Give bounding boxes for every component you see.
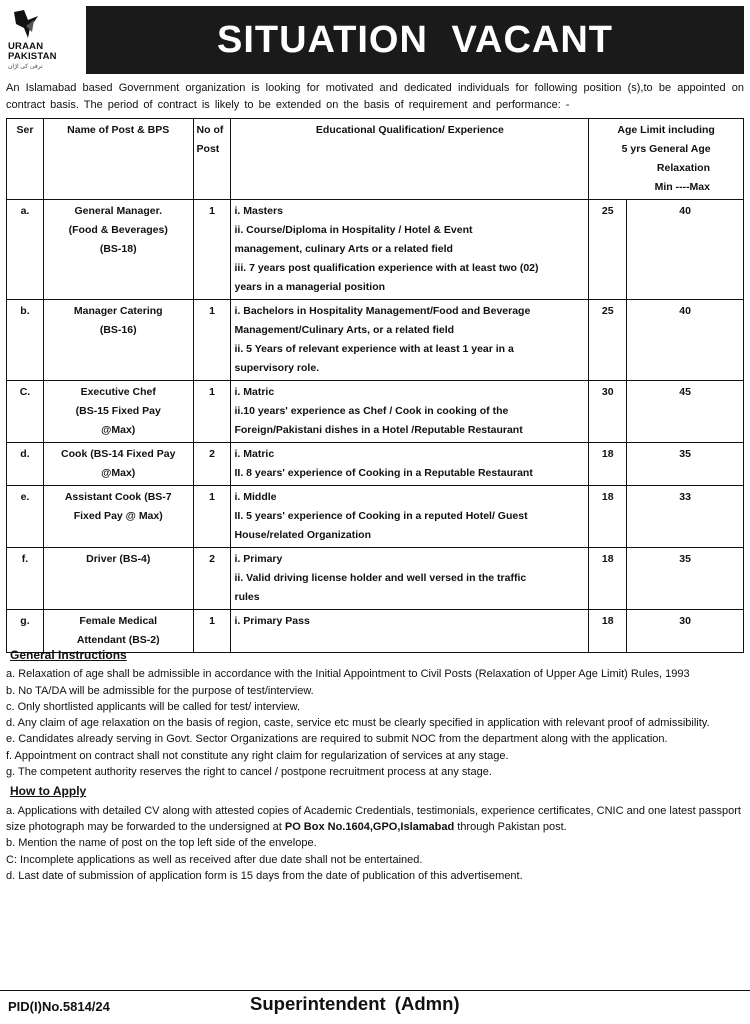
post-line: Driver (BS-4) bbox=[86, 553, 151, 565]
pid-number: PID(I)No.5814/24 bbox=[8, 999, 110, 1014]
cell-qualification bbox=[231, 381, 589, 443]
qualification-line: iii. 7 years post qualification experience with at least two (02) bbox=[234, 262, 539, 274]
general-instructions-list bbox=[6, 666, 744, 780]
cell-num: 2 bbox=[193, 443, 231, 486]
cell-qualification bbox=[231, 300, 589, 381]
qualification-line: Foreign/Pakistani dishes in a Hotel /Reputable Restaurant bbox=[234, 424, 523, 436]
general-instruction-item: c. Only shortlisted applicants will be called for test/ interview. bbox=[6, 700, 301, 713]
cell-post bbox=[43, 548, 193, 610]
bird-logo-icon bbox=[8, 6, 48, 42]
cell-ser: d. bbox=[7, 443, 44, 486]
uraan-pakistan-logo bbox=[8, 6, 80, 74]
cell-qualification bbox=[231, 200, 589, 300]
cell-age-max: 40 bbox=[627, 200, 744, 300]
header-ser: Ser bbox=[7, 119, 44, 200]
header-age bbox=[589, 119, 744, 200]
post-line: (BS-16) bbox=[99, 324, 137, 336]
qualification-line: i. Matric bbox=[234, 448, 275, 460]
cell-age-max: 35 bbox=[627, 443, 744, 486]
header-age-line1: Age Limit including bbox=[617, 124, 715, 136]
general-instruction-item: e. Candidates already serving in Govt. Sector Organizations are required to submit NOC from the department along with the application. bbox=[6, 733, 668, 746]
qualification-line: II. 8 years' experience of Cooking in a Reputable Restaurant bbox=[234, 467, 533, 479]
qualification-line: House/related Organization bbox=[234, 529, 372, 541]
apply-item: C: Incomplete applications as well as received after due date shall not be entertained. bbox=[6, 853, 423, 866]
post-line: (Food & Beverages) bbox=[68, 224, 168, 236]
table-row bbox=[7, 443, 744, 486]
post-line: Attendant (BS-2) bbox=[76, 634, 160, 646]
header-age-line3: Relaxation bbox=[656, 162, 710, 174]
cell-num: 1 bbox=[193, 381, 231, 443]
post-line: Assistant Cook (BS-7 bbox=[64, 491, 172, 503]
footer bbox=[0, 990, 750, 1019]
apply-item-a bbox=[6, 803, 744, 836]
cell-ser: f. bbox=[7, 548, 44, 610]
logo-line2: PAKISTAN bbox=[8, 51, 57, 62]
post-line: (BS-18) bbox=[99, 243, 137, 255]
cell-age-min: 30 bbox=[589, 381, 627, 443]
cell-age-min: 18 bbox=[589, 486, 627, 548]
cell-qualification bbox=[231, 443, 589, 486]
cell-age-min: 25 bbox=[589, 300, 627, 381]
table-header-row bbox=[7, 119, 744, 200]
qualification-line: ii. Course/Diploma in Hospitality / Hotel & Event bbox=[234, 224, 473, 236]
cell-age-max: 30 bbox=[627, 610, 744, 653]
logo-line1: URAAN bbox=[8, 41, 44, 52]
how-to-apply-heading: How to Apply bbox=[10, 784, 87, 799]
general-instructions-heading: General Instructions bbox=[10, 648, 127, 662]
qualification-line: management, culinary Arts or a related field bbox=[234, 243, 453, 255]
cell-age-max: 33 bbox=[627, 486, 744, 548]
header-num: No of Post bbox=[193, 119, 231, 200]
cell-qualification bbox=[231, 548, 589, 610]
apply-a-tail: through Pakistan post. bbox=[454, 820, 567, 833]
logo-tagline: ترقی کی اڑان bbox=[8, 64, 43, 70]
cell-ser: b. bbox=[7, 300, 44, 381]
general-instruction-item: b. No TA/DA will be admissible for the purpose of test/interview. bbox=[6, 684, 314, 697]
cell-ser: C. bbox=[7, 381, 44, 443]
qualification-line: supervisory role. bbox=[234, 362, 320, 374]
post-line: Female Medical bbox=[79, 615, 158, 627]
cell-num: 1 bbox=[193, 200, 231, 300]
post-line: Executive Chef bbox=[80, 386, 156, 398]
cell-ser: a. bbox=[7, 200, 44, 300]
cell-ser: e. bbox=[7, 486, 44, 548]
post-line: General Manager. bbox=[74, 205, 162, 217]
cell-num: 1 bbox=[193, 486, 231, 548]
cell-post bbox=[43, 381, 193, 443]
cell-age-max: 45 bbox=[627, 381, 744, 443]
qualification-line: i. Matric bbox=[234, 386, 275, 398]
qualification-line: i. Masters bbox=[234, 205, 283, 217]
page-title: SITUATION VACANT bbox=[86, 6, 744, 74]
general-instruction-item: d. Any claim of age relaxation on the basis of region, caste, service etc must be clearly specified in application with relevant proof of admissibility. bbox=[6, 717, 710, 730]
qualification-line: ii. 5 Years of relevant experience with at least 1 year in a bbox=[234, 343, 514, 355]
instructions-section bbox=[6, 647, 744, 884]
qualification-line: rules bbox=[234, 591, 260, 603]
general-instruction-item: a. Relaxation of age shall be admissible in accordance with the Initial Appointment to Civil Posts (Relaxation of Upper Age Limit) Rules, 1993 bbox=[6, 668, 690, 681]
cell-age-min: 18 bbox=[589, 610, 627, 653]
qualification-line: i. Bachelors in Hospitality Management/Food and Beverage bbox=[234, 305, 531, 317]
post-line: Cook (BS-14 Fixed Pay bbox=[61, 448, 176, 460]
table-row bbox=[7, 300, 744, 381]
header-post: Name of Post & BPS bbox=[43, 119, 193, 200]
cell-ser: g. bbox=[7, 610, 44, 653]
post-line: Manager Catering bbox=[73, 305, 163, 317]
cell-post bbox=[43, 486, 193, 548]
post-line: (BS-15 Fixed Pay bbox=[75, 405, 161, 417]
cell-qualification bbox=[231, 486, 589, 548]
cell-age-max: 35 bbox=[627, 548, 744, 610]
apply-item: b. Mention the name of post on the top left side of the envelope. bbox=[6, 837, 317, 850]
cell-num: 1 bbox=[193, 610, 231, 653]
cell-age-min: 25 bbox=[589, 200, 627, 300]
table-row bbox=[7, 486, 744, 548]
positions-table bbox=[6, 118, 744, 653]
intro-paragraph: An Islamabad based Government organization is looking for motivated and dedicated individuals for following position (s),to be appointed on contract basis. The period of contract is likely to be extended on the basis of requirement and performance: - bbox=[6, 82, 744, 111]
qualification-line: i. Middle bbox=[234, 491, 277, 503]
qualification-line: i. Primary bbox=[234, 553, 283, 565]
po-box-address: PO Box No.1604,GPO,Islamabad bbox=[284, 820, 455, 833]
general-instruction-item: g. The competent authority reserves the right to cancel / postpone recruitment process at any stage. bbox=[6, 766, 492, 779]
cell-age-max: 40 bbox=[627, 300, 744, 381]
apply-list bbox=[6, 835, 744, 884]
general-instruction-item: f. Appointment on contract shall not constitute any right claim for regularization of services at any stage. bbox=[6, 749, 509, 762]
table-row bbox=[7, 200, 744, 300]
qualification-line: ii. Valid driving license holder and well versed in the traffic bbox=[234, 572, 527, 584]
header-qual: Educational Qualification/ Experience bbox=[231, 119, 589, 200]
cell-num: 1 bbox=[193, 300, 231, 381]
header-age-line4: Min ----Max bbox=[654, 181, 710, 193]
post-line: @Max) bbox=[101, 424, 136, 436]
cell-post bbox=[43, 443, 193, 486]
cell-post bbox=[43, 200, 193, 300]
qualification-line: ii.10 years' experience as Chef / Cook in cooking of the bbox=[234, 405, 509, 417]
cell-num: 2 bbox=[193, 548, 231, 610]
apply-a-text: a. Applications with detailed CV along with attested copies of Academic Credentials, testimonials, experience certificates, CNIC and one latest passport size photograph may be forwarded to the undersigned at bbox=[6, 804, 741, 833]
signature: Superintendent (Admn) bbox=[250, 993, 460, 1014]
cell-post bbox=[43, 300, 193, 381]
table-row bbox=[7, 381, 744, 443]
post-line: Fixed Pay @ Max) bbox=[73, 510, 163, 522]
qualification-line: years in a managerial position bbox=[234, 281, 386, 293]
qualification-line: i. Primary Pass bbox=[234, 615, 310, 627]
header-age-line2: 5 yrs General Age bbox=[621, 143, 711, 155]
qualification-line: II. 5 years' experience of Cooking in a reputed Hotel/ Guest bbox=[234, 510, 528, 522]
apply-item: d. Last date of submission of application form is 15 days from the date of publication of this advertisement. bbox=[6, 869, 523, 882]
qualification-line: Management/Culinary Arts, or a related field bbox=[234, 324, 455, 336]
cell-age-min: 18 bbox=[589, 548, 627, 610]
table-row bbox=[7, 548, 744, 610]
cell-age-min: 18 bbox=[589, 443, 627, 486]
post-line: @Max) bbox=[101, 467, 136, 479]
